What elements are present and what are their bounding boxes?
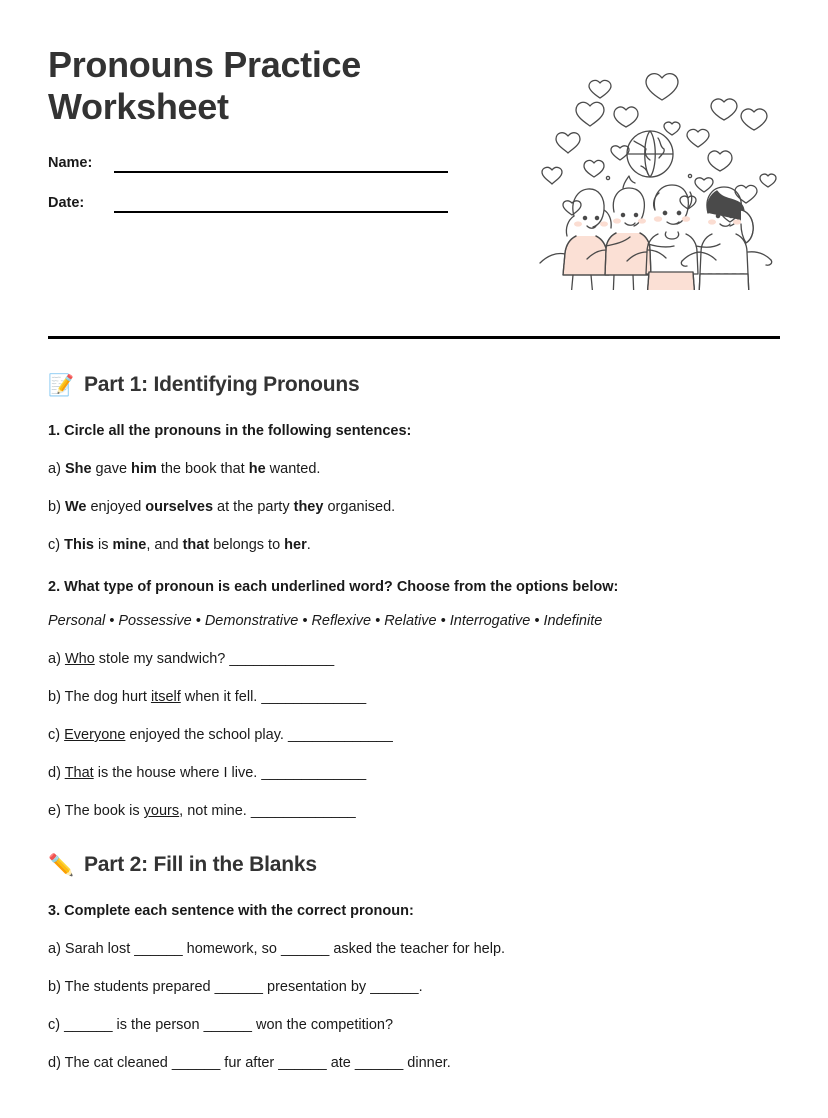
question-item [48, 461, 780, 477]
item-marker: a) [48, 461, 61, 477]
bold-pronoun: that [182, 537, 210, 553]
question2-items [48, 651, 780, 819]
name-field-label: Name: [48, 154, 93, 171]
item-text: The cat cleaned ______ fur after ______ ate ______ dinner. [60, 1055, 451, 1071]
student-info-fields [48, 155, 448, 213]
question-item [48, 803, 780, 819]
question1-items [48, 461, 780, 553]
item-text: , and [146, 537, 183, 553]
item-text: enjoyed the school play. [125, 727, 288, 743]
item-text: enjoyed [86, 499, 146, 515]
question-item [48, 979, 780, 995]
item-text: ______ is the person ______ won the competition? [60, 1017, 394, 1033]
item-text: belongs to [209, 537, 285, 553]
question-item [48, 765, 780, 781]
children-hugging-illustration [528, 58, 786, 290]
item-marker: b) [48, 979, 61, 995]
question3-items [48, 941, 780, 1071]
item-text: Sarah lost ______ homework, so ______ asked the teacher for help. [60, 941, 506, 957]
bold-pronoun: him [131, 461, 157, 477]
item-marker: c) [48, 727, 61, 743]
underlined-pronoun: That [64, 765, 94, 781]
name-input-line[interactable] [114, 155, 448, 173]
page-title: Pronouns Practice Worksheet [48, 44, 361, 128]
item-text: _____________ [261, 689, 367, 705]
item-text: is [93, 537, 113, 553]
item-text: , not mine. [179, 803, 251, 819]
item-marker: a) [48, 651, 61, 667]
item-text: The students prepared ______ presentation by ______. [60, 979, 423, 995]
item-text: . [306, 537, 311, 553]
worksheet-header [48, 0, 780, 294]
part1-heading-label: Part 1: Identifying Pronouns [83, 373, 360, 396]
bold-pronoun: We [64, 499, 87, 515]
item-text: _____________ [287, 727, 393, 743]
date-input-line[interactable] [114, 195, 448, 213]
question-item [48, 499, 780, 515]
item-text: stole my sandwich? [94, 651, 230, 667]
bold-pronoun: She [64, 461, 92, 477]
item-marker: a) [48, 941, 61, 957]
bold-pronoun: ourselves [145, 499, 214, 515]
item-marker: b) [48, 499, 61, 515]
item-marker: c) [48, 537, 61, 553]
bold-pronoun: they [293, 499, 324, 515]
question-item [48, 1017, 780, 1033]
item-text: wanted. [265, 461, 321, 477]
underlined-pronoun: Who [64, 651, 95, 667]
item-text: _____________ [261, 765, 367, 781]
question-item [48, 537, 780, 553]
question-item [48, 941, 780, 957]
question3-prompt: 3. Complete each sentence with the correct pronoun: [48, 903, 414, 919]
header-divider [48, 336, 780, 339]
question-item [48, 727, 780, 743]
item-text: is the house where I live. [93, 765, 262, 781]
item-text: when it fell. [180, 689, 262, 705]
underlined-pronoun: Everyone [64, 727, 126, 743]
item-text: _____________ [250, 803, 356, 819]
memo-icon: 📝 [48, 373, 74, 397]
item-text: gave [91, 461, 132, 477]
pronoun-type-options: Personal • Possessive • Demonstrative • Reflexive • Relative • Interrogative • Indefinite [48, 613, 603, 629]
underlined-pronoun: yours [143, 803, 180, 819]
name-field-row [48, 155, 448, 173]
pencil-icon: ✏️ [48, 853, 74, 877]
question1-prompt: 1. Circle all the pronouns in the following sentences: [48, 423, 412, 439]
item-marker: e) [48, 803, 61, 819]
part1-heading [48, 373, 780, 397]
item-marker: b) [48, 689, 61, 705]
item-text: _____________ [229, 651, 335, 667]
item-marker: c) [48, 1017, 61, 1033]
question-item [48, 689, 780, 705]
item-text: organised. [323, 499, 396, 515]
date-field-label: Date: [48, 194, 85, 211]
date-field-row [48, 195, 448, 213]
question-item [48, 1055, 780, 1071]
bold-pronoun: This [64, 537, 94, 553]
item-marker: d) [48, 1055, 61, 1071]
bold-pronoun: mine [112, 537, 147, 553]
underlined-pronoun: itself [150, 689, 181, 705]
item-text: at the party [213, 499, 294, 515]
question2-prompt: 2. What type of pronoun is each underlined word? Choose from the options below: [48, 579, 619, 595]
part2-heading [48, 853, 780, 877]
item-text: The book is [60, 803, 144, 819]
item-marker: d) [48, 765, 61, 781]
question-item [48, 651, 780, 667]
part2-heading-label: Part 2: Fill in the Blanks [83, 853, 317, 876]
bold-pronoun: her [284, 537, 307, 553]
bold-pronoun: he [248, 461, 266, 477]
item-text: the book that [156, 461, 249, 477]
item-text: The dog hurt [60, 689, 151, 705]
